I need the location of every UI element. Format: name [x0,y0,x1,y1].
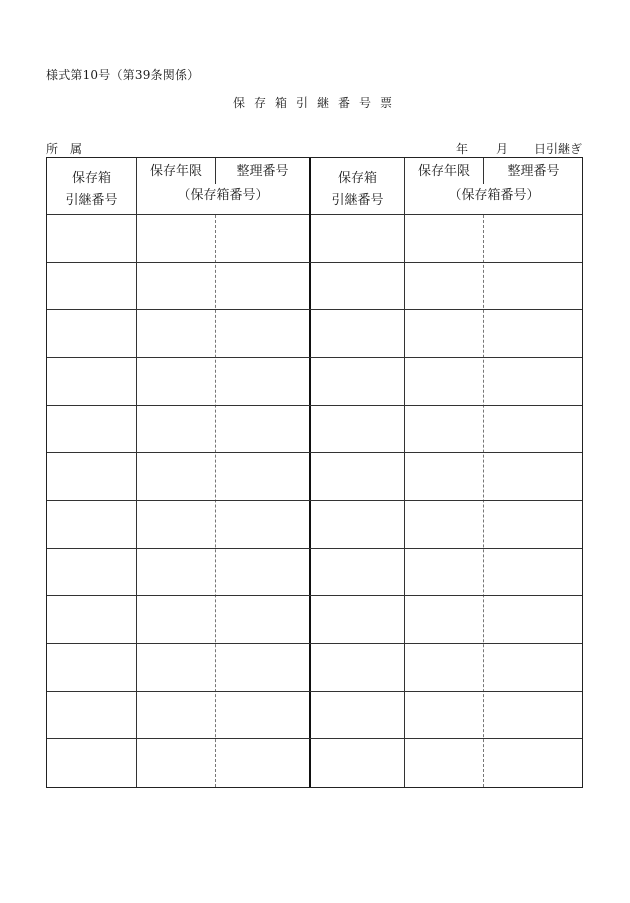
right-col2-divider [483,215,484,787]
center-divider [309,158,311,787]
affiliation-label: 所 属 [46,142,83,156]
table-row-divider [47,262,582,263]
right-box-label-line1: 保存箱 [337,171,377,186]
left-box-label-line2: 引継番号 [65,193,118,208]
left-box-label-line1: 保存箱 [71,171,111,186]
right-box-label-line2: 引継番号 [331,193,384,208]
header-bottom-line [47,214,582,215]
form-title: 保存箱引継番号票 [232,96,401,110]
table-row-divider [47,405,582,406]
table-row-divider [47,595,582,596]
left-box-number-label: （保存箱番号） [177,188,269,203]
left-reference-label: 整理番号 [236,164,289,179]
left-retention-label: 保存年限 [149,164,202,179]
left-col2-divider [215,215,216,787]
table-row-divider [47,548,582,549]
table-row-divider [47,357,582,358]
left-col1-divider [136,158,137,787]
right-col1-divider [404,158,405,787]
date-month-label: 月 [495,142,508,156]
table-row-divider [47,309,582,310]
table-row-divider [47,643,582,644]
table-row-divider [47,500,582,501]
table-row-divider [47,691,582,692]
right-retention-label: 保存年限 [417,164,470,179]
date-year-label: 年 [455,142,468,156]
table-row-divider [47,738,582,739]
handover-date [456,140,582,157]
right-box-number-label: （保存箱番号） [448,188,540,203]
date-handover-label: 日引継ぎ [533,142,582,156]
handover-table [46,157,583,788]
right-reference-label: 整理番号 [507,164,560,179]
table-row-divider [47,452,582,453]
meta-row [46,140,582,156]
form-number: 様式第10号（第39条関係） [46,68,200,82]
